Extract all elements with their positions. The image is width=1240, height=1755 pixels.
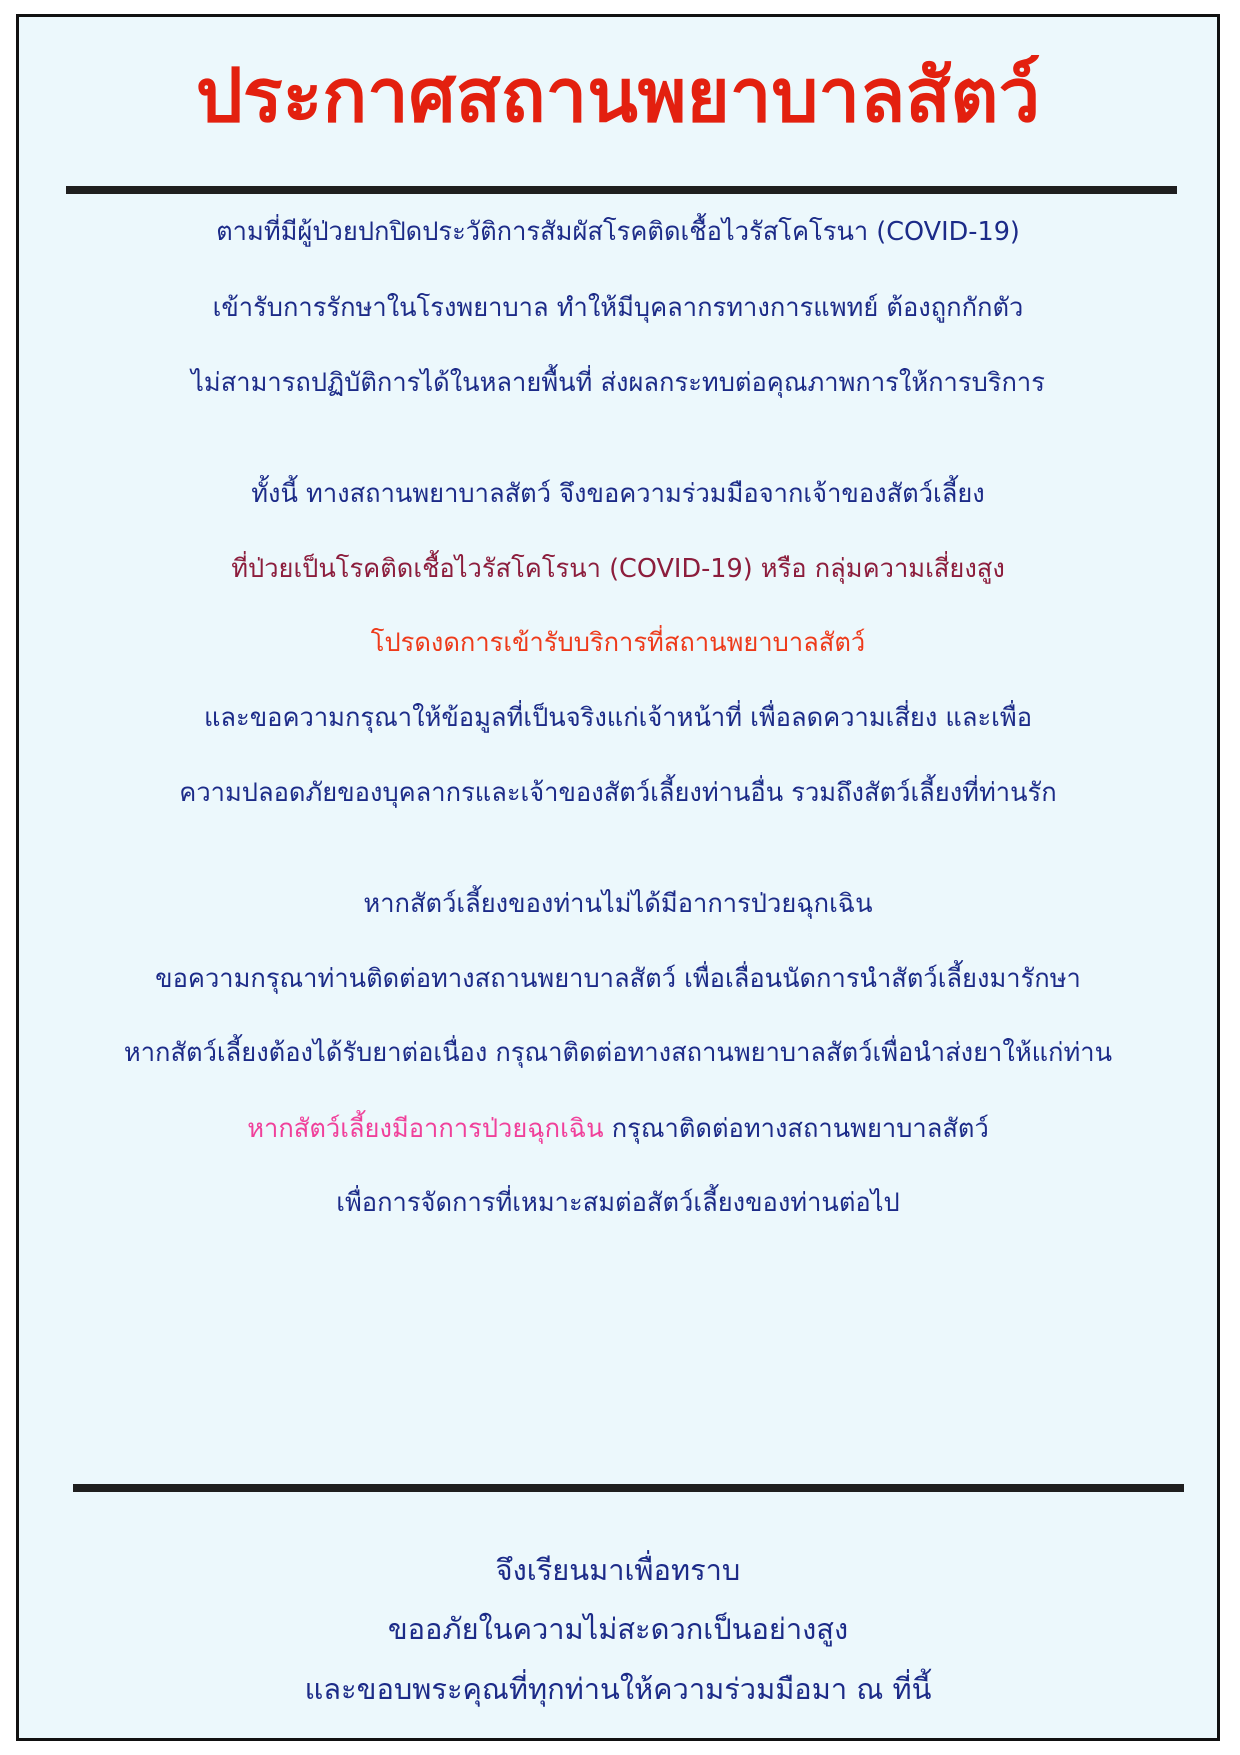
emergency-highlight: หากสัตว์เลี้ยงมีอาการป่วยฉุกเฉิน — [247, 1114, 604, 1144]
paragraph2-line3: โปรดงดการเข้ารับบริการที่สถานพยาบาลสัตว์ — [370, 628, 866, 658]
paragraph3-line3: หากสัตว์เลี้ยงต้องได้รับยาต่อเนื่อง กรุณาติดต่อทางสถานพยาบาลสัตว์เพื่อนำส่งยาให้แก่ท่าน — [123, 1038, 1113, 1068]
paragraph2-line4: และขอความกรุณาให้ข้อมูลที่เป็นจริงแก่เจ้าหน้าที่ เพื่อลดความเสี่ยง และเพื่อ — [203, 703, 1033, 733]
paragraph1-line3: ไม่สามารถปฏิบัติการได้ในหลายพื้นที่ ส่งผลกระทบต่อคุณภาพการให้การบริการ — [191, 368, 1045, 398]
top-divider — [66, 186, 1177, 194]
emergency-contact-text: กรุณาติดต่อทางสถานพยาบาลสัตว์ — [603, 1114, 989, 1144]
paragraph3-line4 — [19, 1112, 1217, 1146]
closing-line3: และขอบพระคุณที่ทุกท่านให้ความร่วมมือมา ณ ที่นี้ — [304, 1672, 932, 1706]
paragraph3-line1: หากสัตว์เลี้ยงของท่านไม่ได้มีอาการป่วยฉุกเฉิน — [363, 889, 873, 919]
announcement-page — [16, 14, 1220, 1741]
paragraph2-line5: ความปลอดภัยของบุคลากรและเจ้าของสัตว์เลี้ยงท่านอื่น รวมถึงสัตว์เลี้ยงที่ท่านรัก — [179, 778, 1057, 808]
paragraph1-line2: เข้ารับการรักษาในโรงพยาบาล ทำให้มีบุคลากรทางการแพทย์ ต้องถูกกักตัว — [212, 293, 1024, 323]
paragraph3-line2: ขอความกรุณาท่านติดต่อทางสถานพยาบาลสัตว์ เพื่อเลื่อนนัดการนำสัตว์เลี้ยงมารักษา — [155, 964, 1081, 994]
announcement-title: ประกาศสถานพยาบาลสัตว์ — [195, 53, 1041, 139]
paragraph2-line1: ทั้งนี้ ทางสถานพยาบาลสัตว์ จึงขอความร่วมมือจากเจ้าของสัตว์เลี้ยง — [251, 479, 985, 509]
closing-line2: ขออภัยในความไม่สะดวกเป็นอย่างสูง — [387, 1612, 849, 1646]
paragraph1-line1: ตามที่มีผู้ป่วยปกปิดประวัติการสัมผัสโรคติดเชื้อไวรัสโคโรนา (COVID-19) — [216, 217, 1020, 247]
paragraph3-line5: เพื่อการจัดการที่เหมาะสมต่อสัตว์เลี้ยงของท่านต่อไป — [336, 1188, 900, 1218]
paragraph2-line2: ที่ป่วยเป็นโรคติดเชื้อไวรัสโคโรนา (COVID-19) หรือ กลุ่มความเสี่ยงสูง — [231, 554, 1005, 584]
closing-line1: จึงเรียนมาเพื่อทราบ — [495, 1553, 741, 1587]
bottom-divider — [73, 1484, 1184, 1492]
